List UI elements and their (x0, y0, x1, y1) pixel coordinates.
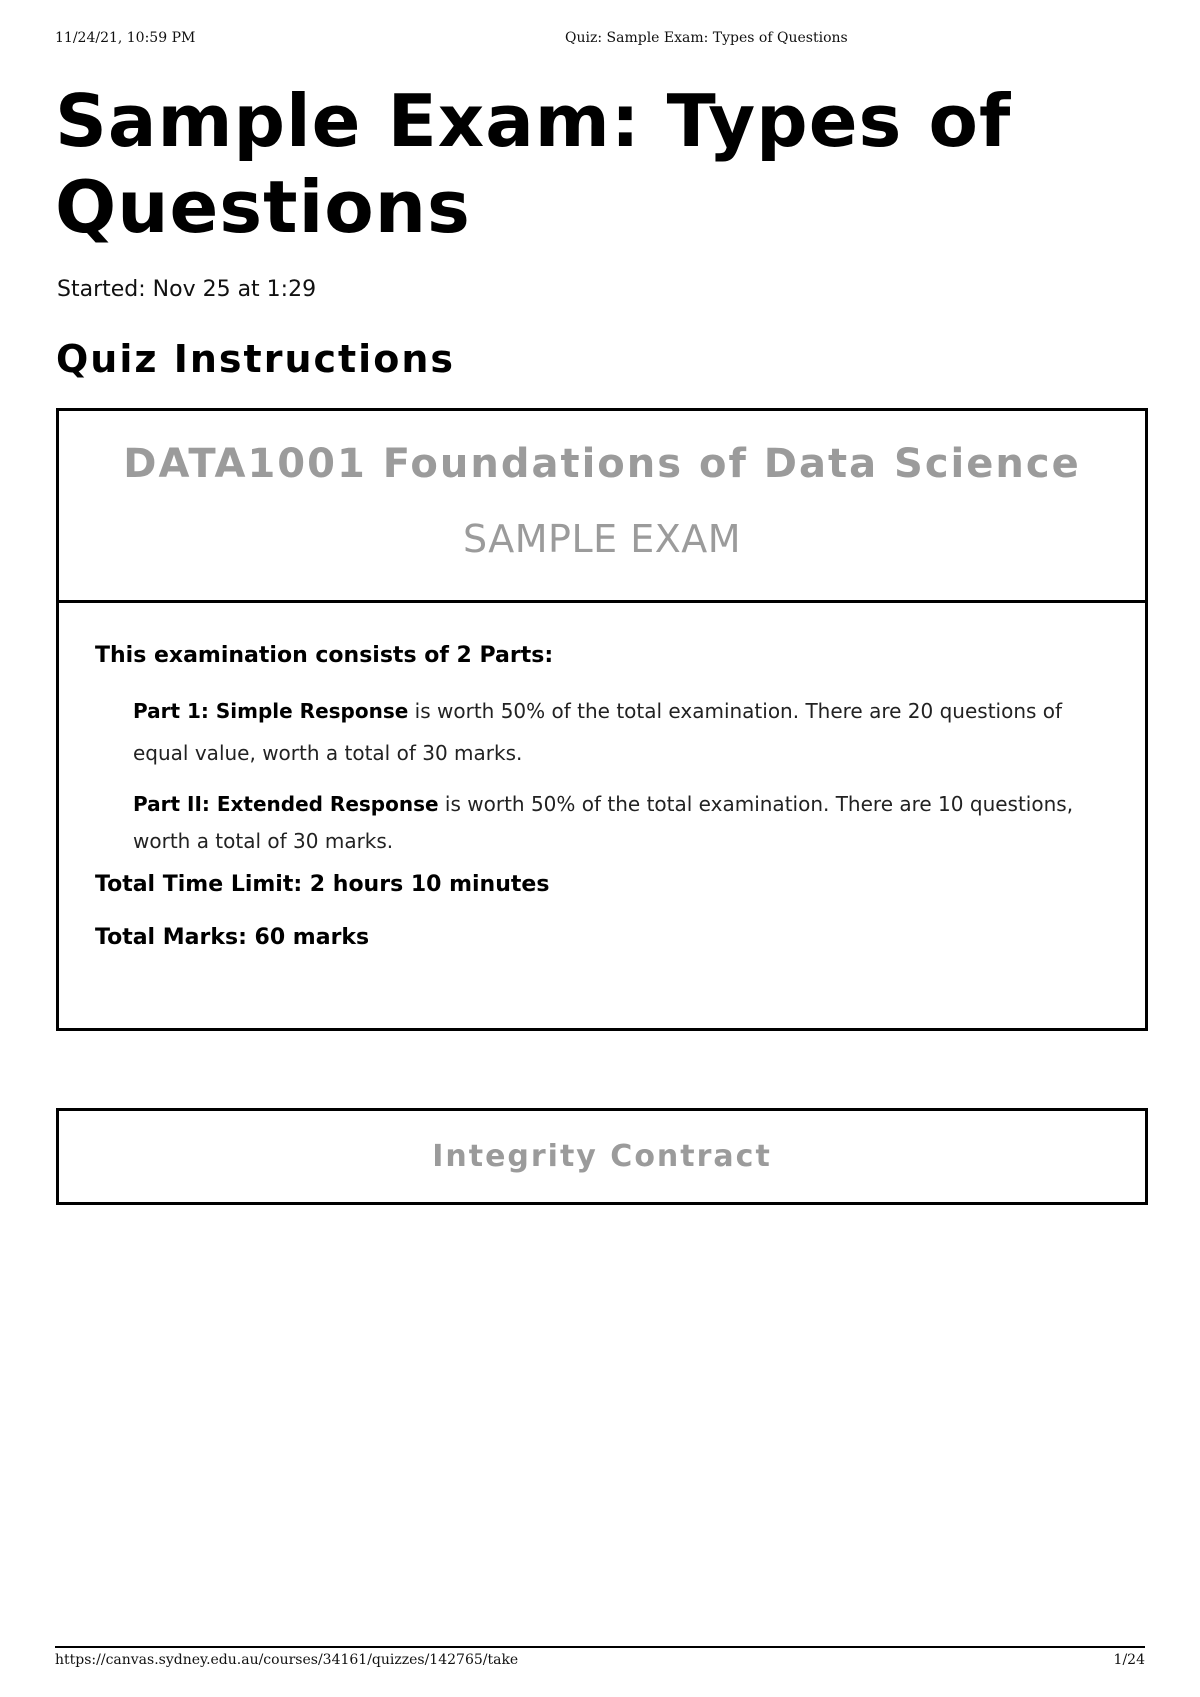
quiz-instructions-heading: Quiz Instructions (56, 337, 455, 381)
part-2-label: Part II: Extended Response (133, 792, 439, 816)
part-2-description (133, 786, 1093, 860)
course-title: DATA1001 Foundations of Data Science (123, 441, 1081, 487)
exam-parts-intro: This examination consists of 2 Parts: (95, 643, 554, 668)
part-1-description (133, 690, 1093, 774)
total-marks: Total Marks: 60 marks (95, 925, 370, 950)
print-header (55, 30, 1145, 50)
footer-divider (55, 1646, 1145, 1648)
instructions-box-header (59, 411, 1145, 603)
integrity-contract-title: Integrity Contract (432, 1139, 772, 1174)
page-number: 1/24 (1113, 1652, 1145, 1668)
started-timestamp: Started: Nov 25 at 1:29 (57, 277, 317, 302)
print-document-title: Quiz: Sample Exam: Types of Questions (565, 30, 848, 46)
integrity-contract-box (56, 1108, 1148, 1205)
quiz-instructions-box (56, 408, 1148, 1031)
instructions-box-body (59, 603, 1145, 950)
part-1-label: Part 1: Simple Response (133, 699, 409, 723)
part-1-text: is worth 50% of the total examination. There are 20 questions of equal value, worth a total of 30 marks. (133, 699, 1063, 765)
exam-label: SAMPLE EXAM (462, 517, 742, 561)
total-time-limit: Total Time Limit: 2 hours 10 minutes (95, 872, 550, 897)
page-title: Sample Exam: Types of Questions (55, 79, 1012, 249)
part-2-text: is worth 50% of the total examination. There are 10 questions, worth a total of 30 marks. (133, 792, 1074, 853)
print-url: https://canvas.sydney.edu.au/courses/34161/quizzes/142765/take (55, 1652, 519, 1668)
print-date: 11/24/21, 10:59 PM (55, 30, 196, 46)
